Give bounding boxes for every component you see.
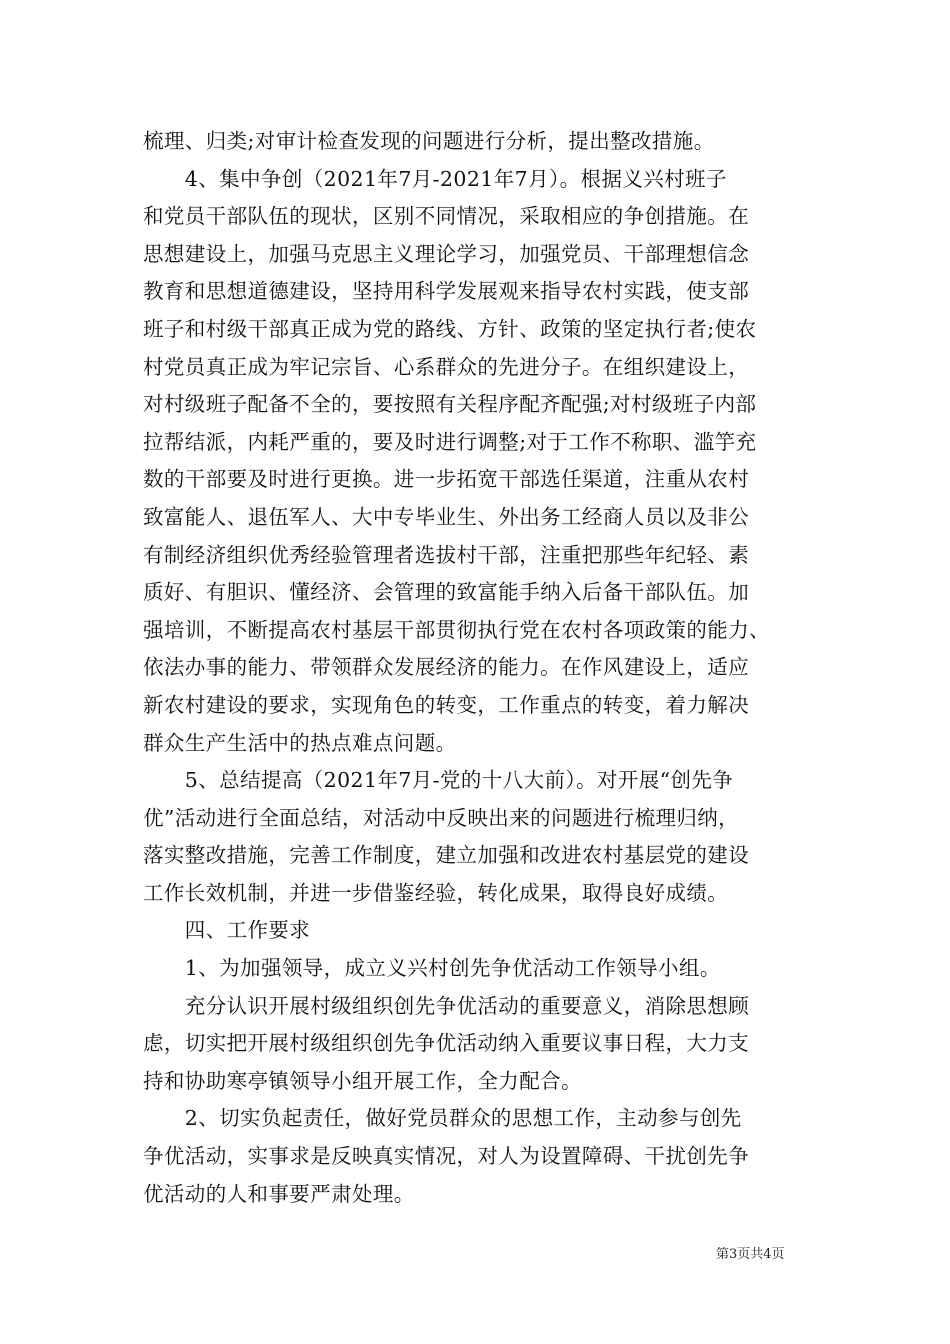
text-line: 2、切实负起责任，做好党员群众的思想工作，主动参与创先 xyxy=(143,1106,742,1131)
text-line: 梳理、归类;对审计检查发现的问题进行分析，提出整改措施。 xyxy=(143,129,715,153)
text-line: 4、集中争创（2021年7月-2021年7月）。根据义兴村班子 xyxy=(143,166,727,191)
text-line: 新农村建设的要求，实现角色的转变，工作重点的转变，着力解决 xyxy=(143,692,750,717)
text-line: 数的干部要及时进行更换。进一步拓宽干部选任渠道，注重从农村 xyxy=(143,467,750,492)
text-line: 持和协助寒亭镇领导小组开展工作，全力配合。 xyxy=(143,1068,582,1093)
text-line: 拉帮结派，内耗严重的，要及时进行调整;对于工作不称职、滥竽充 xyxy=(143,429,757,454)
text-line: 有制经济组织优秀经验管理者选拔村干部，注重把那些年纪轻、素 xyxy=(143,542,750,567)
text-line: 和党员干部队伍的现状，区别不同情况，采取相应的争创措施。在 xyxy=(143,204,750,229)
text-line: 充分认识开展村级组织创先争优活动的重要意义，消除思想顾 xyxy=(143,993,750,1018)
text-line: 优活动的人和事要严肃处理。 xyxy=(143,1181,415,1206)
text-line: 5、总结提高（2021年7月-党的十八大前）。对开展“创先争 xyxy=(143,768,734,793)
text-line: 群众生产生活中的热点难点问题。 xyxy=(143,730,457,755)
text-line: 虑，切实把开展村级组织创先争优活动纳入重要议事日程，大力支 xyxy=(143,1031,750,1056)
text-line: 村党员真正成为牢记宗旨、心系群众的先进分子。在组织建设上， xyxy=(143,354,750,379)
text-line: 致富能人、退伍军人、大中专毕业生、外出务工经商人员以及非公 xyxy=(143,504,750,529)
section-heading: 四、工作要求 xyxy=(143,918,311,943)
text-line: 班子和村级干部真正成为党的路线、方针、政策的坚定执行者;使农 xyxy=(143,316,757,341)
text-line: 对村级班子配备不全的，要按照有关程序配齐配强;对村级班子内部 xyxy=(143,392,757,417)
page-number: 第3页共4页 xyxy=(716,1247,785,1262)
text-line: 依法办事的能力、带领群众发展经济的能力。在作风建设上，适应 xyxy=(143,655,750,680)
text-line: 思想建设上，加强马克思主义理论学习，加强党员、干部理想信念 xyxy=(143,241,750,266)
text-line: 1、为加强领导，成立义兴村创先争优活动工作领导小组。 xyxy=(143,956,721,981)
document-body xyxy=(143,123,833,1213)
text-line: 落实整改措施，完善工作制度，建立加强和改进农村基层党的建设 xyxy=(143,843,750,868)
text-line: 质好、有胆识、懂经济、会管理的致富能手纳入后备干部队伍。加 xyxy=(143,580,750,605)
text-line: 工作长效机制，并进一步借鉴经验，转化成果，取得良好成绩。 xyxy=(143,880,729,905)
text-line: 强培训，不断提高农村基层干部贯彻执行党在农村各项政策的能力、 xyxy=(143,617,770,642)
text-line: 争优活动，实事求是反映真实情况，对人为设置障碍、干扰创先争 xyxy=(143,1144,750,1169)
text-line: 优”活动进行全面总结，对活动中反映出来的问题进行梳理归纳， xyxy=(143,805,740,830)
text-line: 教育和思想道德建设，坚持用科学发展观来指导农村实践，使支部 xyxy=(143,279,750,304)
